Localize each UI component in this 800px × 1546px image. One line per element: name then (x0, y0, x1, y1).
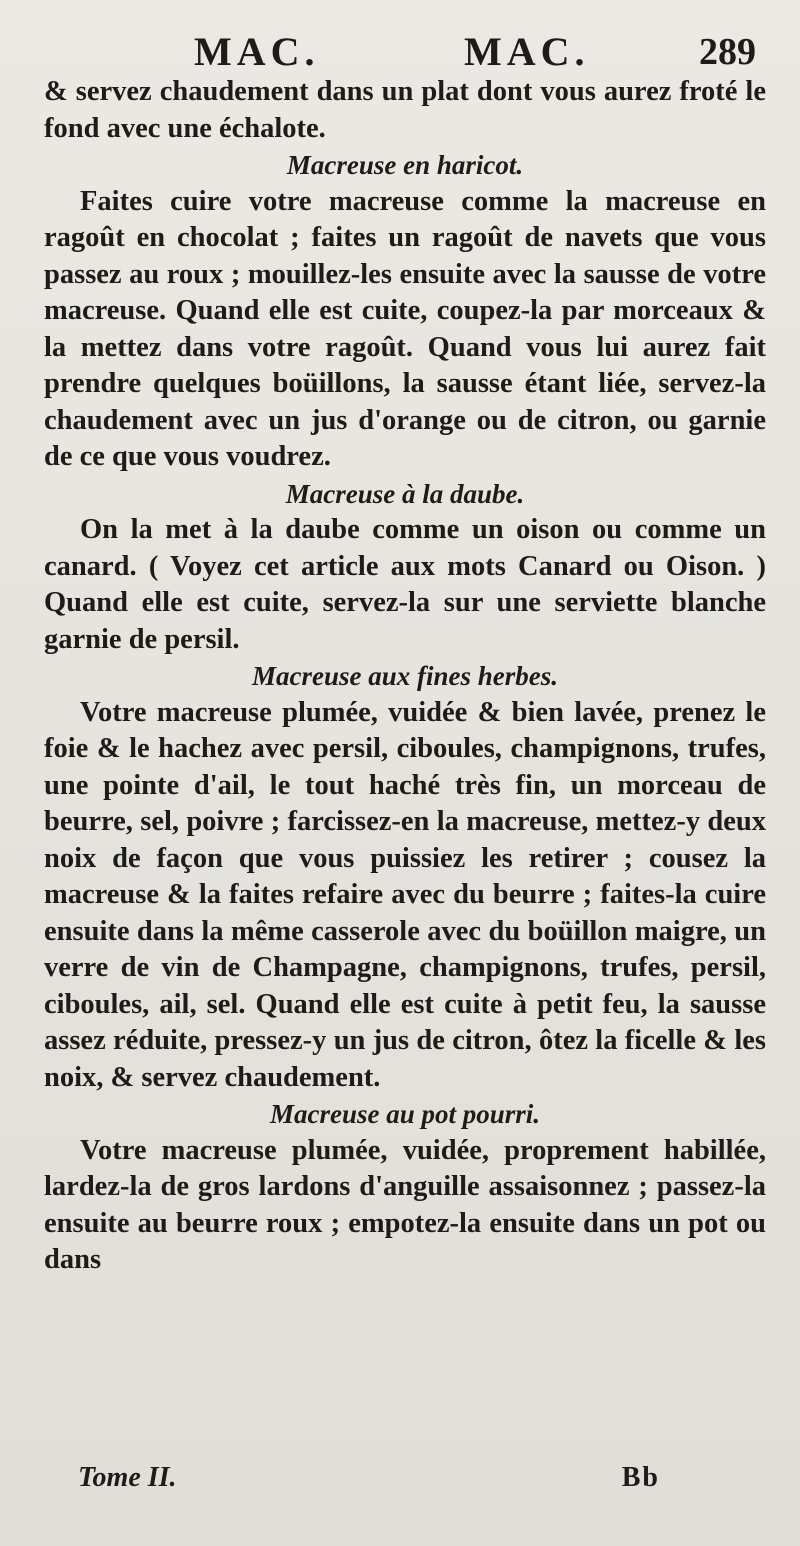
running-head-left: MAC. (194, 29, 320, 74)
recipe-text-pot-pourri: Votre macreuse plumée, vuidée, proprement habillée, lardez-la de gros lardons d'anguille assaisonnez ; passez-la ensuite au beurre roux ; empotez-la ensuite dans un pot ou dans (44, 1134, 766, 1275)
page-header (44, 28, 766, 74)
recipe-title-pot-pourri: Macreuse au pot pourri. (269, 1099, 541, 1129)
recipe-title-fines-herbes: Macreuse aux fines herbes. (251, 661, 558, 691)
running-head-right: MAC. (464, 29, 590, 74)
continued-paragraph: & servez chaudement dans un plat dont vous aurez froté le fond avec une échalote. (44, 76, 766, 144)
signature-mark: Bb (621, 1462, 660, 1493)
recipe-text-haricot: Faites cuire votre macreuse comme la macreuse en ragoût en chocolat ; faites un ragoût de navets que vous passez au roux ; mouillez-les ensuite avec la sausse de votre macreuse. Quand elle est cuite, coupez-la par morceaux & la mettez dans votre ragoût. Quand vous lui aurez fait prendre quelques boüillons, la sausse étant liée, servez-la chaudement avec un jus d'orange ou de citron, ou garnie de ce que vous voudrez. (44, 185, 766, 472)
recipe-title-daube: Macreuse à la daube. (285, 478, 525, 509)
page-body (44, 74, 766, 1279)
volume-label: Tome II. (78, 1462, 177, 1493)
page-footer (78, 1462, 660, 1502)
recipe-text-fines-herbes: Votre macreuse plumée, vuidée & bien lavée, prenez le foie & le hachez avec persil, ciboules, champignons, trufes, une pointe d'ail, le tout haché très fin, un morceau de beurre, sel, poivre ; farcissez-en la macreuse, mettez-y deux noix de façon que vous puissiez les retirer ; cousez la macreuse & la faites refaire avec du beurre ; faites-la cuire ensuite dans la même casserole avec du boüillon maigre, un verre de vin de Champagne, champignons, trufes, persil, ciboules, ail, sel. Quand elle est cuite à petit feu, la sausse assez réduite, pressez-y un jus de citron, ôtez la ficelle & les noix, & servez chaudement. (44, 696, 766, 1093)
recipe-title-haricot: Macreuse en haricot. (286, 150, 524, 180)
recipe-text-daube: On la met à la daube comme un oison ou comme un canard. ( Voyez cet article aux mots Canard ou Oison. ) Quand elle est cuite, servez-la sur une serviette blanche garnie de persil. (44, 514, 766, 655)
page-number: 289 (699, 31, 756, 73)
